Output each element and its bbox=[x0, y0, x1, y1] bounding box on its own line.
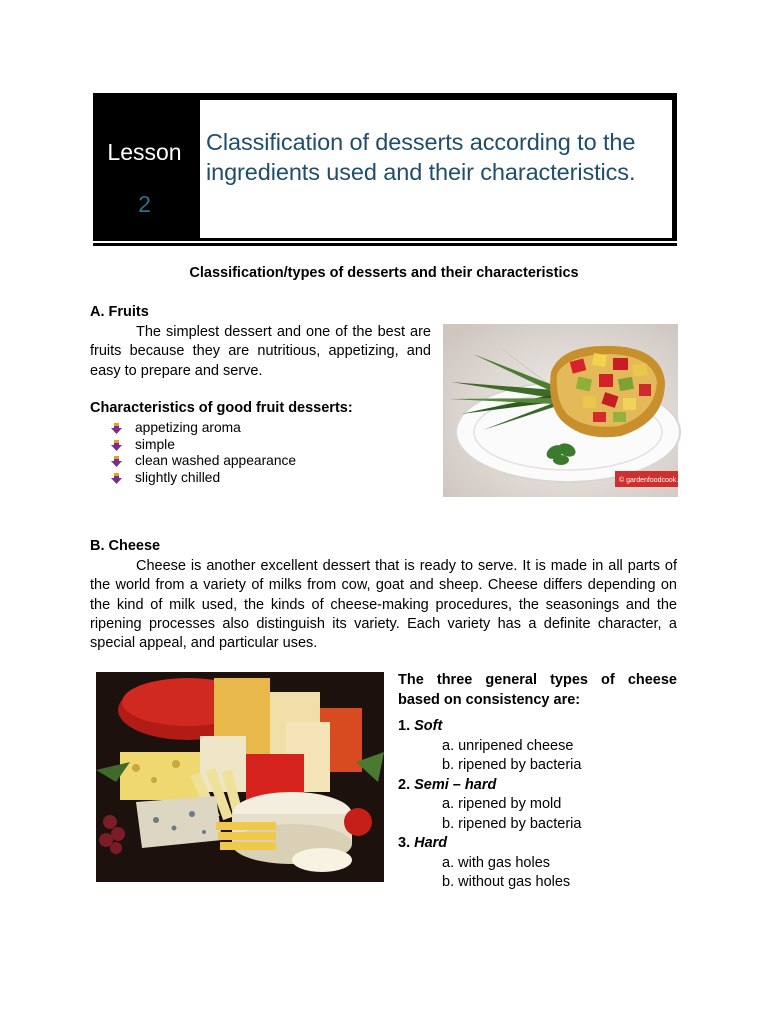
arrow-bullet-icon bbox=[111, 423, 122, 434]
lesson-number: 2 bbox=[138, 191, 151, 217]
list-item bbox=[90, 437, 410, 454]
arrow-bullet-icon bbox=[111, 440, 122, 451]
characteristic-label: appetizing aroma bbox=[135, 420, 241, 435]
cheese-type-name: Hard bbox=[414, 835, 448, 851]
list-item: b. ripened by bacteria bbox=[442, 757, 582, 773]
list-item: a. ripened by mold bbox=[442, 796, 562, 812]
cheese-types-intro: The three general types of cheese based on consistency are: bbox=[398, 672, 677, 708]
list-item bbox=[90, 420, 410, 437]
list-item bbox=[90, 470, 410, 487]
characteristic-label: clean washed appearance bbox=[135, 453, 297, 469]
list-item: b. ripened by bacteria bbox=[442, 815, 582, 832]
cheese-paragraph: Cheese is another excellent dessert that is ready to serve. It is made in all parts of the world from a variety of milks from cow, goat and sheep. Cheese differs depending on the kind of milk used, the kinds of cheese-making procedures, the seasonings and the ripening processes also distinguish its variety. Each variety has a definite character, a special appeal, and particular uses. bbox=[90, 558, 677, 652]
fruit-characteristics-heading: Characteristics of good fruit desserts: bbox=[90, 400, 353, 416]
list-item: a. unripened cheese bbox=[442, 737, 574, 754]
cheese-type-heading bbox=[398, 717, 677, 737]
arrow-bullet-icon bbox=[111, 473, 122, 484]
characteristic-label: slightly chilled bbox=[135, 469, 221, 485]
fruits-paragraph: The simplest dessert and one of the best are fruits because they are nutritious, appetizing, and easy to prepare and serve. bbox=[90, 324, 431, 379]
cheese-type-name: Soft bbox=[414, 718, 443, 734]
lesson-title-box bbox=[199, 99, 673, 239]
list-item: a. with gas holes bbox=[442, 854, 551, 871]
fruits-heading: A. Fruits bbox=[90, 304, 149, 320]
cheese-types-list bbox=[398, 717, 677, 893]
lesson-banner bbox=[93, 93, 677, 246]
lesson-label-box bbox=[93, 93, 196, 238]
cheese-type-heading bbox=[398, 834, 677, 854]
section-subtitle: Classification/types of desserts and their characteristics bbox=[189, 265, 579, 281]
list-item: b. without gas holes bbox=[442, 874, 571, 890]
cheese-image bbox=[96, 672, 384, 882]
image-watermark: © gardenfoodcook.com bbox=[619, 477, 692, 484]
arrow-bullet-icon bbox=[111, 456, 122, 467]
cheese-type-number: 1. bbox=[398, 718, 411, 734]
cheese-type-number: 2. bbox=[398, 776, 411, 793]
banner-divider bbox=[93, 241, 677, 243]
pineapple-boat-illustration bbox=[443, 324, 692, 497]
fruit-dessert-image bbox=[443, 324, 692, 497]
lesson-title: Classification of desserts according to the ingredients used and their characteristics. bbox=[206, 129, 636, 185]
cheese-type-heading bbox=[398, 776, 677, 796]
cheese-type-name: Semi – hard bbox=[414, 776, 497, 793]
lesson-word: Lesson bbox=[107, 139, 182, 165]
list-item bbox=[90, 453, 410, 470]
cheese-heading: B. Cheese bbox=[90, 538, 161, 554]
cheese-assortment-illustration bbox=[96, 672, 384, 882]
cheese-type-number: 3. bbox=[398, 835, 411, 851]
characteristic-label: simple bbox=[135, 436, 175, 452]
fruit-characteristics-list bbox=[90, 420, 410, 486]
